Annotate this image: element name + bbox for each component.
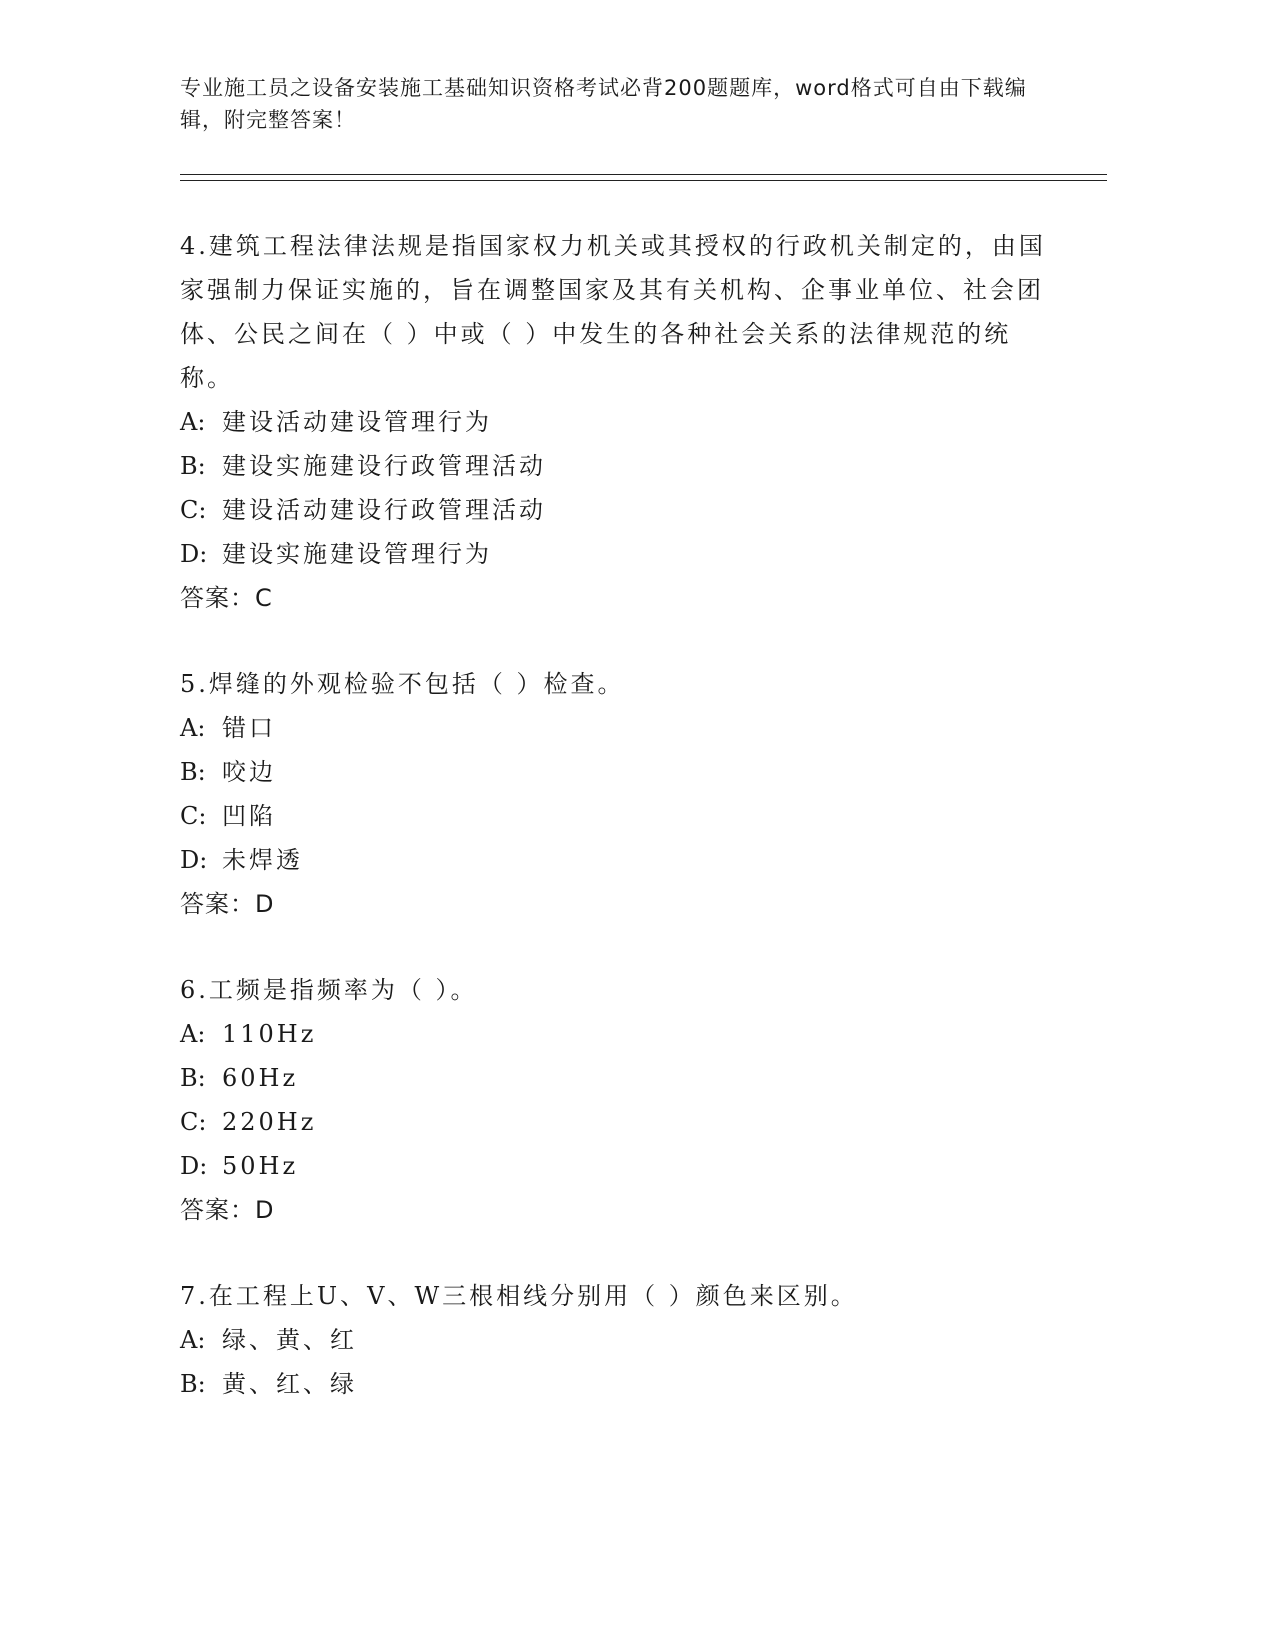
question-5: [180, 662, 1060, 926]
question-text: 7.在工程上U、V、W三根相线分别用（ ）颜色来区别。: [180, 1282, 858, 1310]
option-text: 60Hz: [222, 1064, 299, 1092]
option-c: [180, 794, 1060, 838]
option-label: C:: [180, 1108, 207, 1136]
option-label: A:: [180, 714, 206, 742]
answer: 答案：D: [180, 890, 275, 918]
option-text: 建设活动建设行政管理活动: [222, 496, 546, 524]
answer: 答案：C: [180, 584, 273, 612]
option-a: [180, 400, 1060, 444]
option-d: [180, 838, 1060, 882]
question-list: [180, 224, 1060, 1448]
answer: 答案：D: [180, 1196, 275, 1224]
header-rule-top: [180, 174, 1107, 175]
option-a: [180, 1012, 1060, 1056]
option-label: B:: [180, 1064, 206, 1092]
option-label: B:: [180, 758, 206, 786]
option-d: [180, 532, 1060, 576]
document-header: 专业施工员之设备安装施工基础知识资格考试必背200题题库，word格式可自由下载编辑，附完整答案！: [180, 76, 1027, 132]
option-label: D:: [180, 846, 208, 874]
option-label: C:: [180, 496, 207, 524]
option-a: [180, 706, 1060, 750]
header-rule-bottom: [180, 180, 1107, 181]
question-6: [180, 968, 1060, 1232]
option-text: 建设实施建设管理行为: [222, 540, 492, 568]
option-text: 绿、黄、红: [222, 1326, 357, 1354]
option-label: A:: [180, 1326, 206, 1354]
option-b: [180, 1056, 1060, 1100]
question-text: 5.焊缝的外观检验不包括（ ）检查。: [180, 670, 625, 698]
option-label: A:: [180, 1020, 206, 1048]
question-text: 4.建筑工程法律法规是指国家权力机关或其授权的行政机关制定的，由国家强制力保证实施的，旨在调整国家及其有关机构、企事业单位、社会团体、公民之间在（ ）中或（ ）中发生的各种社会关系的法律规范的统称。: [180, 232, 1046, 392]
option-text: 110Hz: [222, 1020, 317, 1048]
option-text: 建设活动建设管理行为: [222, 408, 492, 436]
option-text: 凹陷: [222, 802, 276, 830]
option-text: 黄、红、绿: [222, 1370, 357, 1398]
option-b: [180, 444, 1060, 488]
option-text: 50Hz: [222, 1152, 299, 1180]
option-label: A:: [180, 408, 206, 436]
option-c: [180, 488, 1060, 532]
option-c: [180, 1100, 1060, 1144]
option-label: B:: [180, 452, 206, 480]
option-b: [180, 750, 1060, 794]
option-label: C:: [180, 802, 207, 830]
option-text: 220Hz: [222, 1108, 317, 1136]
question-4: [180, 224, 1060, 620]
option-b: [180, 1362, 1060, 1406]
option-label: B:: [180, 1370, 206, 1398]
option-text: 错口: [222, 714, 276, 742]
option-text: 咬边: [222, 758, 276, 786]
option-label: D:: [180, 540, 208, 568]
option-d: [180, 1144, 1060, 1188]
option-label: D:: [180, 1152, 208, 1180]
option-text: 未焊透: [222, 846, 303, 874]
question-7: [180, 1274, 1060, 1406]
option-text: 建设实施建设行政管理活动: [222, 452, 546, 480]
question-text: 6.工频是指频率为（ ）。: [180, 976, 478, 1004]
option-a: [180, 1318, 1060, 1362]
